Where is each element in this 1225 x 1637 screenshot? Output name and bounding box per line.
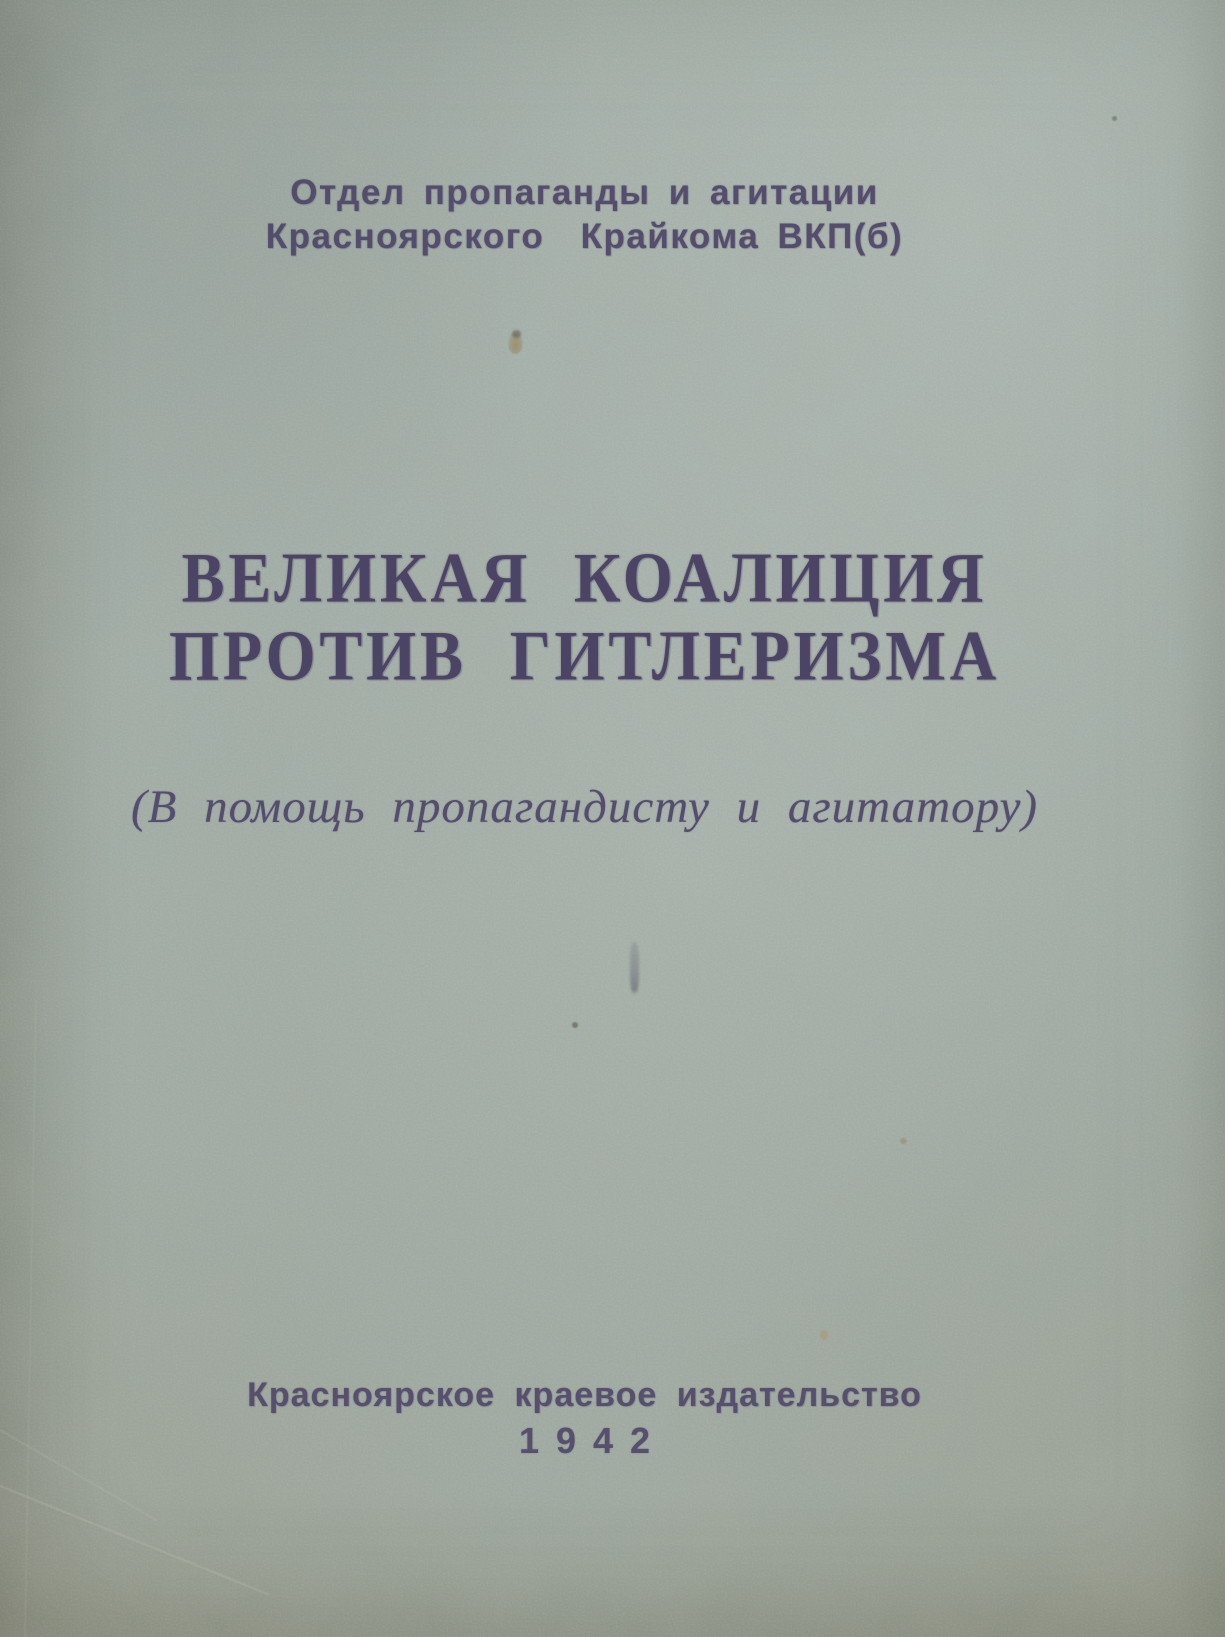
imprint-year: 1942: [518, 1420, 668, 1461]
book-subtitle: (В помощь пропагандисту и агитатору): [130, 781, 1039, 833]
book-title-line2: ПРОТИВ ГИТЛЕРИЗМА: [168, 616, 1001, 696]
imprint-publisher: Красноярское краевое издательство: [247, 1376, 922, 1414]
publisher-department-line1: Отдел пропаганды и агитации: [290, 173, 879, 212]
publisher-department-line2: Красноярского Крайкома ВКП(б): [265, 217, 904, 256]
book-title-line1: ВЕЛИКАЯ КОАЛИЦИЯ: [181, 538, 988, 618]
